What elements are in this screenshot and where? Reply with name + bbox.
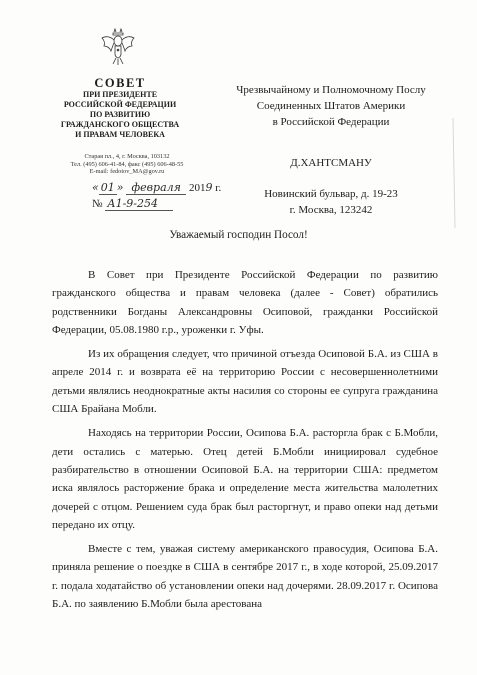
org-line: И ПРАВАМ ЧЕЛОВЕКА [75,130,165,139]
date-year-prefix: 201 [188,182,206,194]
recipient-name: Д.ХАНТСМАНУ [290,157,372,169]
date-year-suffix: 9 [205,181,213,194]
organization-block [40,76,200,140]
org-line: ПО РАЗВИТИЮ [89,110,151,119]
recipient-address-street: Новинский бульвар, д. 19-23 [264,188,398,200]
contact-phone: Тел. (495) 606-41-84, факс (495) 606-48-55 [70,160,184,168]
date-close-quote: » [116,181,124,194]
org-line: РОССИЙСКОЙ ФЕДЕРАЦИИ [63,100,177,109]
body-paragraph: Находясь на территории России, Осипова Б.А. расторгла брак с Б.Мобли, дети остались с матерью. Отец детей Б.Мобли инициировал судебное разбирательство в отношении Осиповой Б.А. на территории США: предметом иска являлось расторжение брака и определение места жительства малолетних дочерей с отцом. Решением суда брак был расторгнут, и право опеки над детьми передано их отцу. [52,427,438,531]
outgoing-date [92,181,221,195]
recipient-block [236,82,426,218]
body-paragraph: В Совет при Президенте Российской Федерации по развитию гражданского общества и правам человека (далее - Совет) обратились родственники Богданы Александровны Осиповой, гражданки Российской Федерации, 05.08.1980 г.р., уроженки г. Уфы. [52,269,438,336]
scan-artifact [443,118,457,228]
outgoing-number [92,197,173,211]
salutation: Уважаемый господин Посол! [169,229,308,241]
org-contacts [52,153,202,176]
recipient-line: в Российской Федерации [272,116,390,128]
coat-of-arms-emblem [100,28,136,68]
letter-body [52,266,438,619]
date-day: 01 [100,181,115,194]
org-line: ГРАЖДАНСКОГО ОБЩЕСТВА [60,120,180,129]
number-value: А1-9-254 [105,197,173,211]
contact-address: Старая пл., 4, г. Москва, 103132 [84,153,170,160]
body-paragraph: Из их обращения следует, что причиной отъезда Осиповой Б.А. из США в апреле 2014 г. и возврата её на территорию России с несовершеннолетними детьми являлись неоднократные акты насилия со стороны ее супруга гражданина США Брайана Мобли. [52,348,438,416]
date-open-quote: « [92,181,99,194]
date-month: февраля [126,181,186,195]
date-year-end: г. [215,182,222,194]
body-paragraph: Вместе с тем, уважая систему американского правосудия, Осипова Б.А. приняла решение о поездке в США в сентябре 2017 г., в ходе которой, 25.09.2017 г. подала ходатайство об установлении опеки над дочерями. 28.09.2017 г. Осипова Б.А. по заявлению Б.Мобли была арестована [52,543,438,611]
recipient-address-city: г. Москва, 123242 [289,204,373,216]
org-line: ПРИ ПРЕЗИДЕНТЕ [82,90,158,99]
recipient-line: Чрезвычайному и Полномочному Послу [236,84,426,96]
contact-email: E-mail: fedotov_MA@gov.ru [89,168,165,176]
number-prefix: № [92,198,103,210]
org-title: СОВЕТ [94,76,146,90]
recipient-line: Соединенных Штатов Америки [256,100,406,112]
